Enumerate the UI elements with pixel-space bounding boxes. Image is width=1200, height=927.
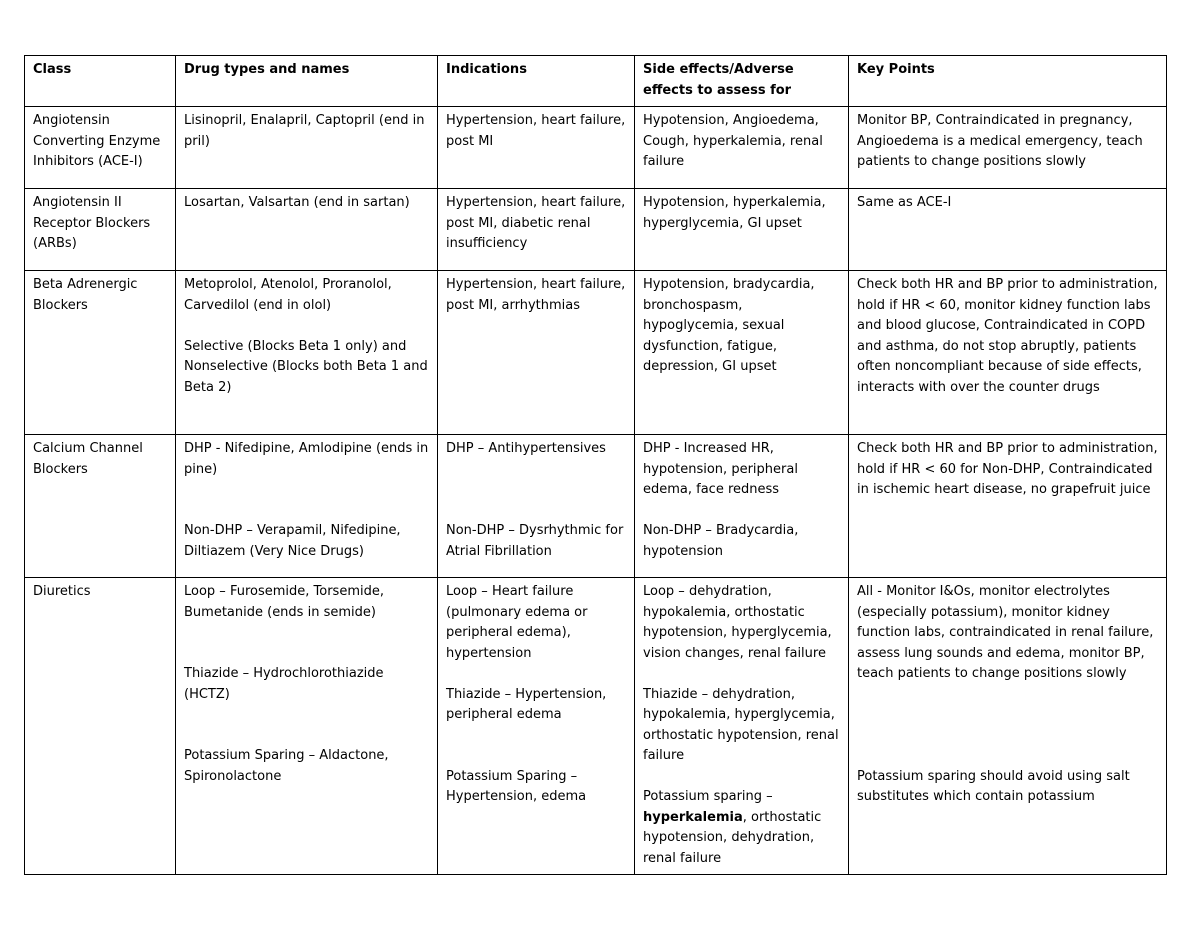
cell-key-points: [849, 435, 1167, 578]
cell-key-points: [849, 578, 1167, 875]
table-row-arbs: [25, 189, 1167, 271]
table-header-row: [25, 56, 1167, 107]
indications-text: Hypertension, heart failure, post MI: [446, 113, 626, 149]
cell-side-effects: [635, 271, 849, 435]
drugs-dhp-text: DHP - Nifedipine, Amlodipine (ends in pine): [184, 441, 429, 477]
cell-side-effects: [635, 189, 849, 271]
cell-class: Diuretics: [25, 578, 176, 875]
drugs-thiazide-text: Thiazide – Hydrochlorothiazide (HCTZ): [184, 666, 384, 702]
header-class: Class: [25, 56, 176, 107]
table-row-diuretics: [25, 578, 1167, 875]
drugs-selectivity-text: Selective (Blocks Beta 1 only) and Nonselective (Blocks both Beta 1 and Beta 2): [184, 338, 428, 395]
side-effects-non-dhp-text: Non-DHP – Bradycardia, hypotension: [643, 523, 799, 559]
key-points-all-text: All - Monitor I&Os, monitor electrolytes (especially potassium), monitor kidney function labs, contraindicated in renal failure, assess lung sounds and edema, monitor BP, teach patients to change positions slowly: [857, 584, 1154, 681]
drugs-text: Metoprolol, Atenolol, Proranolol, Carvedilol (end in olol): [184, 277, 392, 313]
header-key-points: Key Points: [849, 56, 1167, 107]
drugs-potassium-sparing-text: Potassium Sparing – Aldactone, Spironolactone: [184, 748, 389, 784]
key-points-text: Monitor BP, Contraindicated in pregnancy, Angioedema is a medical emergency, teach patients to change positions slowly: [857, 113, 1143, 169]
indications-loop-text: Loop – Heart failure (pulmonary edema or peripheral edema), hypertension: [446, 584, 588, 661]
key-points-text: Check both HR and BP prior to administration, hold if HR < 60, monitor kidney function labs and blood glucose, Contraindicated in COPD and asthma, do not stop abruptly, patients often noncompliant because of side effects, interacts with over the counter drugs: [857, 277, 1158, 395]
cell-key-points: [849, 107, 1167, 189]
side-effects-potassium-sparing-prefix: Potassium sparing –: [643, 789, 773, 804]
header-side-effects: Side effects/Adverse effects to assess for: [635, 56, 849, 107]
cell-indications: [438, 435, 635, 578]
cell-class: Calcium Channel Blockers: [25, 435, 176, 578]
cell-drugs: [176, 435, 438, 578]
indications-dhp-text: DHP – Antihypertensives: [446, 441, 606, 456]
drugs-non-dhp-text: Non-DHP – Verapamil, Nifedipine, Diltiazem (Very Nice Drugs): [184, 523, 401, 559]
key-points-potassium-sparing-text: Potassium sparing should avoid using salt substitutes which contain potassium: [857, 768, 1130, 804]
cell-indications: [438, 189, 635, 271]
side-effects-hyperkalemia-emphasis: hyperkalemia: [643, 809, 743, 825]
indications-thiazide-text: Thiazide – Hypertension, peripheral edema: [446, 686, 607, 722]
cell-indications: [438, 271, 635, 435]
side-effects-text: Hypotension, Angioedema, Cough, hyperkalemia, renal failure: [643, 113, 823, 169]
table-row-ace-inhibitors: [25, 107, 1167, 189]
side-effects-potassium-sparing-text: [643, 787, 840, 869]
cell-key-points: [849, 271, 1167, 435]
cell-drugs: [176, 578, 438, 875]
drugs-loop-text: Loop – Furosemide, Torsemide, Bumetanide (ends in semide): [184, 584, 384, 620]
cell-drugs: [176, 107, 438, 189]
side-effects-potassium-sparing-suffix: , orthostatic hypotension, dehydration, renal failure: [643, 809, 822, 866]
cell-drugs: [176, 189, 438, 271]
side-effects-text: Hypotension, hyperkalemia, hyperglycemia, GI upset: [643, 195, 826, 231]
indications-non-dhp-text: Non-DHP – Dysrhythmic for Atrial Fibrillation: [446, 523, 624, 559]
key-points-text: Same as ACE-I: [857, 195, 952, 210]
cell-class: Angiotensin II Receptor Blockers (ARBs): [25, 189, 176, 271]
side-effects-text: Hypotension, bradycardia, bronchospasm, hypoglycemia, sexual dysfunction, fatigue, depression, GI upset: [643, 277, 815, 374]
key-points-text: Check both HR and BP prior to administration, hold if HR < 60 for Non-DHP, Contraindicated in ischemic heart disease, no grapefruit juice: [857, 441, 1158, 497]
header-drugs: Drug types and names: [176, 56, 438, 107]
drugs-text: Lisinopril, Enalapril, Captopril (end in pril): [184, 113, 425, 149]
indications-potassium-sparing-text: Potassium Sparing – Hypertension, edema: [446, 768, 587, 804]
table-row-beta-blockers: [25, 271, 1167, 435]
cell-class: Angiotensin Converting Enzyme Inhibitors (ACE-I): [25, 107, 176, 189]
drugs-text: Losartan, Valsartan (end in sartan): [184, 195, 410, 210]
cell-indications: [438, 107, 635, 189]
side-effects-dhp-text: DHP - Increased HR, hypotension, peripheral edema, face redness: [643, 441, 798, 497]
cell-side-effects: [635, 435, 849, 578]
header-indications: Indications: [438, 56, 635, 107]
antihypertensive-drug-table: [24, 55, 1167, 875]
side-effects-thiazide-text: Thiazide – dehydration, hypokalemia, hyperglycemia, orthostatic hypotension, renal failure: [643, 686, 839, 763]
indications-text: Hypertension, heart failure, post MI, diabetic renal insufficiency: [446, 195, 626, 251]
indications-text: Hypertension, heart failure, post MI, arrhythmias: [446, 277, 626, 313]
cell-indications: [438, 578, 635, 875]
cell-class: Beta Adrenergic Blockers: [25, 271, 176, 435]
cell-side-effects: [635, 107, 849, 189]
side-effects-loop-text: Loop – dehydration, hypokalemia, orthostatic hypotension, hyperglycemia, vision changes, renal failure: [643, 584, 832, 661]
cell-key-points: [849, 189, 1167, 271]
cell-drugs: [176, 271, 438, 435]
cell-side-effects: [635, 578, 849, 875]
table-row-calcium-channel-blockers: [25, 435, 1167, 578]
